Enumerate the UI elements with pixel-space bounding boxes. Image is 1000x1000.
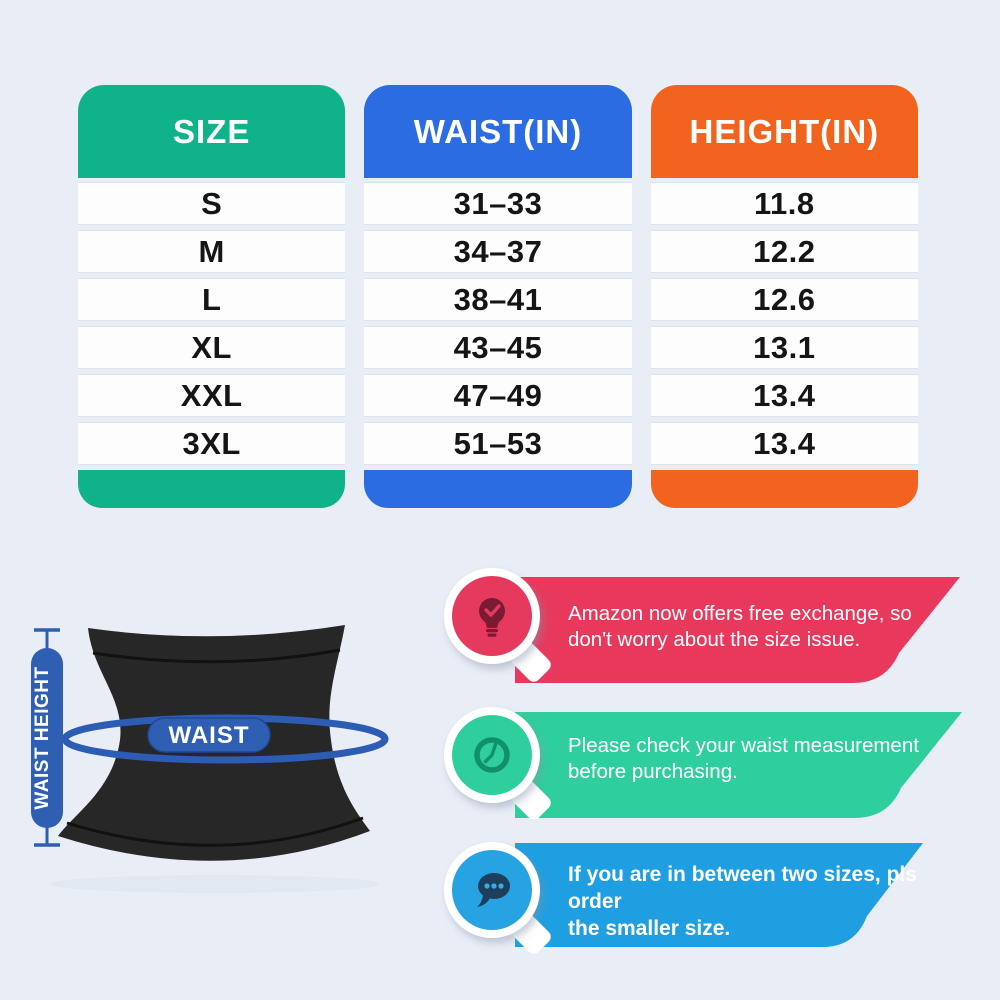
size-column-footer [78, 470, 345, 508]
size-table [78, 85, 918, 508]
check-measurement-line-2: before purchasing. [568, 760, 738, 783]
clock-icon [468, 731, 516, 779]
waist-height-label: WAIST HEIGHT [32, 666, 53, 810]
free-exchange-text [568, 601, 940, 653]
size-column [78, 85, 345, 508]
table-cell-size-l: L [78, 278, 345, 321]
table-cell-size-s: S [78, 182, 345, 225]
table-cell-height-l: 12.6 [651, 278, 918, 321]
chat-dots-icon [468, 866, 516, 914]
table-cell-height-m: 12.2 [651, 230, 918, 273]
waist-column-header [364, 85, 631, 178]
table-cell-size-xxl: XXL [78, 374, 345, 417]
table-cell-height-xxl: 13.4 [651, 374, 918, 417]
waist-column-footer [364, 470, 631, 508]
waist-column-header-label: WAIST(IN) [413, 112, 583, 150]
between-sizes-line-1: If you are in between two sizes, pls order [568, 863, 917, 913]
lightbulb-check-icon [468, 592, 516, 640]
height-column-header [651, 85, 918, 178]
table-cell-size-xl: XL [78, 326, 345, 369]
table-cell-waist-xxl: 47–49 [364, 374, 631, 417]
table-cell-waist-s: 31–33 [364, 182, 631, 225]
waist-label: WAIST [168, 722, 250, 749]
table-cell-height-s: 11.8 [651, 182, 918, 225]
table-cell-waist-3xl: 51–53 [364, 422, 631, 465]
check-measurement-text [568, 733, 940, 785]
table-cell-height-xl: 13.1 [651, 326, 918, 369]
table-cell-waist-l: 38–41 [364, 278, 631, 321]
table-cell-size-m: M [78, 230, 345, 273]
waist-trainer-illustration [15, 598, 455, 898]
lightbulb-badge [444, 568, 540, 664]
table-cell-waist-m: 34–37 [364, 230, 631, 273]
table-cell-waist-xl: 43–45 [364, 326, 631, 369]
size-column-header-label: SIZE [172, 112, 251, 150]
size-column-header [78, 85, 345, 178]
between-sizes-line-2: the smaller size. [568, 917, 731, 940]
waist-column [364, 85, 631, 508]
table-cell-size-3xl: 3XL [78, 422, 345, 465]
clock-badge [444, 707, 540, 803]
between-sizes-text [568, 861, 940, 942]
free-exchange-line-2: don't worry about the size issue. [568, 628, 861, 651]
check-measurement-line-1: Please check your waist measurement [568, 734, 919, 757]
height-column-footer [651, 470, 918, 508]
garment-shadow [50, 875, 380, 893]
height-column [651, 85, 918, 508]
height-column-header-label: HEIGHT(IN) [689, 112, 880, 150]
table-cell-height-3xl: 13.4 [651, 422, 918, 465]
chat-badge [444, 842, 540, 938]
free-exchange-line-1: Amazon now offers free exchange, so [568, 602, 912, 625]
